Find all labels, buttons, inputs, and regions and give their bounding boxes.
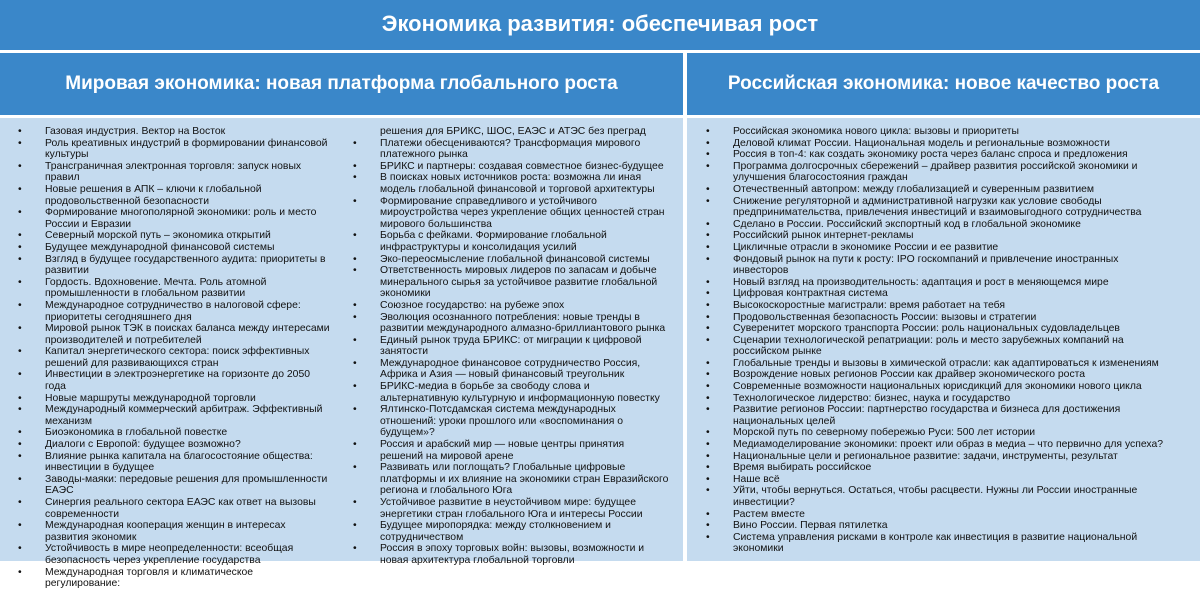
list-item-text: Новый взгляд на производительность: адаптация и рост в меняющемся мире <box>733 276 1109 288</box>
list-item-text: Отечественный автопром: между глобализацией и суверенным развитием <box>733 183 1095 195</box>
russian-economy-header: Российская экономика: новое качество роста <box>687 53 1200 115</box>
list-item <box>353 311 670 335</box>
list-item-text: Уйти, чтобы вернуться. Остаться, чтобы расцвести. Нужны ли России иностранные инвестиции? <box>733 485 1138 508</box>
list-item <box>706 439 1173 451</box>
list-item-text: Высокоскоростные магистрали: время работает на тебя <box>733 299 1005 311</box>
bullet-icon: • <box>353 137 357 149</box>
bullet-icon: • <box>18 473 22 485</box>
list-item-text: Программа долгосрочных сбережений – драйвер развития российской экономики и улучшения благосостояния граждан <box>733 160 1138 184</box>
list-item-text: Россия в топ-4: как создать экономику роста через баланс спроса и предложения <box>733 149 1128 161</box>
bullet-icon: • <box>706 241 710 253</box>
list-item <box>706 323 1173 335</box>
list-item-text: Современные возможности национальных юрисдикций для экономики нового цикла <box>733 381 1142 393</box>
list-item-text: Инвестиции в электроэнергетике на горизонте до 2050 года <box>45 369 311 393</box>
list-item <box>18 241 330 254</box>
list-item <box>353 520 670 543</box>
list-item <box>706 311 1173 324</box>
bullet-icon: • <box>706 392 710 404</box>
list-item-text: Ялтинско-Потсдамская система международных отношений: уроки прошлого или «воспоминания о будущем»? <box>380 404 624 439</box>
bullet-icon: • <box>706 253 710 265</box>
bullet-icon: • <box>18 520 22 532</box>
list-item-text: Устойчивость в мире неопределенности: всеобщая безопасность через укрепление государства <box>45 543 294 566</box>
bullet-icon: • <box>706 288 710 300</box>
list-item-text: Капитал энергетического сектора: поиск эффективных решений для развивающихся стран <box>45 346 310 369</box>
list-item-text: Вино России. Первая пятилетка <box>733 520 888 532</box>
list-item-text: Единый рынок труда БРИКС: от миграции к цифровой занятости <box>380 334 642 358</box>
list-item-text: Российский рынок интернет-рекламы <box>733 230 914 242</box>
bullet-icon: • <box>353 357 357 369</box>
list-item <box>18 404 330 427</box>
list-item <box>706 427 1173 439</box>
list-item-text: Международное сотрудничество в налоговой сфере: приоритеты сегодняшнего дня <box>45 299 301 323</box>
list-item-text: Биоэкономика в глобальной повестке <box>45 427 228 439</box>
bullet-icon: • <box>353 265 357 277</box>
list-item <box>706 299 1173 312</box>
list-item <box>18 230 330 242</box>
list-item <box>18 369 330 393</box>
bullet-icon: • <box>353 160 357 172</box>
world-economy-panel <box>0 118 683 590</box>
list-item-text: Формирование многополярной экономики: роль и место России и Евразии <box>45 207 317 230</box>
list-item <box>706 230 1173 242</box>
list-item <box>18 253 330 277</box>
bullet-icon: • <box>706 218 710 230</box>
list-item-text: Сценарии технологической репатриации: роль и место зарубежных компаний на российском рынке <box>733 334 1124 358</box>
list-item <box>706 508 1173 521</box>
bullet-icon: • <box>706 450 710 462</box>
list-item-text: Заводы-маяки: передовые решения для промышленности ЕАЭС <box>45 473 328 497</box>
list-item <box>706 241 1173 254</box>
list-item <box>353 172 670 195</box>
list-item <box>353 299 670 312</box>
list-item-text: Цикличные отрасли в экономике России и ее развитие <box>733 241 999 253</box>
list-item-text: Технологическое лидерство: бизнес, наука и государство <box>733 392 1011 404</box>
list-item-text: Гордость. Вдохновение. Мечта. Роль атомной промышленности в глобальном развитии <box>45 276 267 300</box>
bullet-icon: • <box>353 404 357 416</box>
bullet-icon: • <box>353 299 357 311</box>
list-item <box>18 543 330 566</box>
list-item <box>18 439 330 451</box>
list-item <box>706 450 1173 463</box>
list-item <box>706 473 1173 486</box>
bullet-icon: • <box>706 195 710 207</box>
list-item-text: Система управления рисками в контроле как инвестиция в развитие национальной экономики <box>733 531 1138 555</box>
list-item <box>18 497 330 520</box>
bullet-icon: • <box>706 404 710 416</box>
bullet-icon: • <box>18 392 22 404</box>
list-item-text: Время выбирать российское <box>733 462 872 474</box>
bullet-icon: • <box>706 531 710 543</box>
bullet-icon: • <box>18 160 22 172</box>
world-economy-list-col2 <box>353 126 670 567</box>
list-item-text: Союзное государство: на рубеже эпох <box>380 299 565 311</box>
bullet-icon: • <box>706 311 710 323</box>
list-item <box>353 137 670 161</box>
list-item <box>18 276 330 300</box>
bullet-icon: • <box>706 520 710 532</box>
list-item-text: Международный коммерческий арбитраж. Эффективный механизм <box>45 404 323 427</box>
bullet-icon: • <box>706 137 710 149</box>
list-item <box>18 299 330 323</box>
list-item-text: Сделано в России. Российский экспортный код в глобальной экономике <box>733 218 1081 230</box>
bullet-icon: • <box>18 497 22 508</box>
list-item <box>353 543 670 566</box>
bullet-icon: • <box>18 276 22 288</box>
list-item-text: Международное финансовое сотрудничество Россия, Африка и Азия — новый финансовый треугольник <box>380 357 641 381</box>
bullet-icon: • <box>18 427 22 439</box>
list-item-text: Устойчивое развитие в неустойчивом мире: будущее энергетики стран глобального Юга и интересы России <box>380 497 643 520</box>
bullet-icon: • <box>18 323 22 335</box>
list-item <box>18 137 330 161</box>
list-item-text: Северный морской путь – экономика открытий <box>45 230 271 242</box>
russian-economy-list <box>706 126 1173 555</box>
list-item-text: Растем вместе <box>733 508 805 520</box>
bullet-icon: • <box>706 427 710 439</box>
list-item <box>353 439 670 462</box>
list-item-text: Роль креативных индустрий в формировании финансовой культуры <box>45 137 328 161</box>
list-item <box>353 265 670 300</box>
bullet-icon: • <box>353 462 357 474</box>
list-item <box>353 195 670 231</box>
bullet-icon: • <box>353 172 357 184</box>
list-item-text: Деловой климат России. Национальная модель и региональные возможности <box>733 137 1110 149</box>
list-item-text: Международная кооперация женщин в интересах развития экономик <box>45 520 286 543</box>
list-item <box>706 218 1173 231</box>
bullet-icon: • <box>706 357 710 369</box>
bullet-icon: • <box>353 520 357 532</box>
list-item-text: Международная торговля и климатическое регулирование: <box>45 566 254 590</box>
list-item-text: Суверенитет морского транспорта России: роль национальных судовладельцев <box>733 323 1120 335</box>
bullet-icon: • <box>18 299 22 311</box>
list-item-text: Новые решения в АПК – ключи к глобальной продовольственной безопасности <box>45 183 262 207</box>
list-item-text: БРИКС и партнеры: создавая совместное бизнес-будущее <box>380 160 664 172</box>
list-item <box>706 357 1173 370</box>
list-item <box>353 357 670 381</box>
list-item-text: Диалоги с Европой: будущее возможно? <box>45 439 241 451</box>
bullet-icon: • <box>706 323 710 335</box>
list-item <box>18 126 330 138</box>
list-item <box>353 160 670 173</box>
bullet-icon: • <box>18 450 22 462</box>
bullet-icon: • <box>706 473 710 485</box>
list-item <box>353 253 670 266</box>
list-item <box>706 137 1173 150</box>
list-item-text: Продовольственная безопасность России: вызовы и стратегии <box>733 311 1037 323</box>
bullet-icon: • <box>706 439 710 451</box>
list-item <box>353 334 670 358</box>
list-item-text: Формирование справедливого и устойчивого мироустройства через укрепление общих ценностей стран мирового большинства <box>380 195 665 230</box>
bullet-icon: • <box>18 543 22 555</box>
list-item-text: Газовая индустрия. Вектор на Восток <box>45 126 226 137</box>
list-item <box>706 160 1173 184</box>
list-item-text: Трансграничная электронная торговля: запуск новых правил <box>45 160 302 184</box>
list-item-text: Будущее международной финансовой системы <box>45 241 275 253</box>
bullet-icon: • <box>18 137 22 149</box>
list-item <box>706 520 1173 532</box>
list-item-text: Морской путь по северному побережью Руси: 500 лет истории <box>733 427 1036 439</box>
list-item-text: Взгляд в будущее государственного аудита: приоритеты в развитии <box>45 253 326 277</box>
bullet-icon: • <box>18 183 22 195</box>
list-item <box>18 346 330 369</box>
list-item <box>706 392 1173 405</box>
bullet-icon: • <box>18 230 22 242</box>
list-item <box>18 427 330 439</box>
list-item <box>706 183 1173 196</box>
list-item <box>706 334 1173 358</box>
list-item <box>706 126 1173 138</box>
list-item-text: Российская экономика нового цикла: вызовы и приоритеты <box>733 126 1019 137</box>
world-economy-header: Мировая экономика: новая платформа глобального роста <box>0 53 683 115</box>
list-item <box>18 566 330 590</box>
list-item-text: Будущее миропорядка: между столкновением и сотрудничеством <box>380 520 611 543</box>
list-item <box>18 160 330 184</box>
list-item <box>706 288 1173 300</box>
list-item <box>353 381 670 404</box>
bullet-icon: • <box>18 404 22 416</box>
bullet-icon: • <box>706 230 710 242</box>
bullet-icon: • <box>18 346 22 358</box>
bullet-icon: • <box>706 149 710 161</box>
bullet-icon: • <box>706 299 710 311</box>
list-item-text: Синергия реального сектора ЕАЭС как ответ на вызовы современности <box>45 497 316 520</box>
list-item-text: Ответственность мировых лидеров по запасам и добыче минерального сырья за устойчивое развитие глобальной экономики <box>380 265 658 300</box>
list-item <box>18 520 330 543</box>
list-item-text: Борьба с фейками. Формирование глобальной инфраструктуры и консолидация усилий <box>380 230 607 253</box>
list-item <box>706 253 1173 277</box>
list-item-text: Возрождение новых регионов России как драйвер экономического роста <box>733 369 1086 381</box>
list-item <box>18 473 330 497</box>
bullet-icon: • <box>353 543 357 555</box>
list-item-text: Мировой рынок ТЭК в поисках баланса между интересами производителей и потребителей <box>45 323 330 346</box>
list-item <box>18 450 330 474</box>
bullet-icon: • <box>706 369 710 381</box>
list-item <box>706 381 1173 393</box>
bullet-icon: • <box>18 566 22 578</box>
bullet-icon: • <box>353 253 357 265</box>
list-item <box>353 404 670 439</box>
bullet-icon: • <box>353 497 357 508</box>
list-item <box>706 531 1173 555</box>
list-item <box>353 497 670 520</box>
bullet-icon: • <box>353 311 357 323</box>
bullet-icon: • <box>18 439 22 451</box>
bullet-icon: • <box>706 160 710 172</box>
list-item <box>353 230 670 253</box>
bullet-icon: • <box>18 253 22 265</box>
list-item <box>18 183 330 207</box>
bullet-icon: • <box>706 276 710 288</box>
list-item <box>706 462 1173 474</box>
list-item-text: Медиамоделирование экономики: проект или образ в медиа – что первично для успеха? <box>733 439 1164 451</box>
page-title: Экономика развития: обеспечивая рост <box>0 0 1200 50</box>
bullet-icon: • <box>706 381 710 393</box>
bullet-icon: • <box>353 334 357 346</box>
list-item <box>706 149 1173 161</box>
list-item <box>706 195 1173 219</box>
bullet-icon: • <box>353 230 357 242</box>
world-economy-list-col1 <box>18 126 330 590</box>
bullet-icon: • <box>706 462 710 474</box>
list-item-text: Влияние рынка капитала на благосостояние общества: инвестиции в будущее <box>45 450 313 474</box>
bullet-icon: • <box>353 195 357 207</box>
list-item-continuation: решения для БРИКС, ШОС, ЕАЭС и АТЭС без преград <box>380 126 646 137</box>
list-item-text: Россия в эпоху торговых войн: вызовы, возможности и новая архитектура глобальной торговли <box>380 543 645 566</box>
list-item-text: БРИКС-медиа в борьбе за свободу слова и альтернативную культурную и информационную повестку <box>380 381 660 404</box>
list-item <box>706 369 1173 381</box>
bullet-icon: • <box>706 183 710 195</box>
list-item-text: В поисках новых источников роста: возможна ли иная модель глобальной финансовой и торговой архитектуры <box>380 172 655 195</box>
list-item-text: Национальные цели и региональное развитие: задачи, инструменты, результат <box>733 450 1118 462</box>
list-item-text: Новые маршруты международной торговли <box>45 392 256 404</box>
list-item <box>18 207 330 230</box>
list-item-text: Развивать или поглощать? Глобальные цифровые платформы и их влияние на экономики стран Евразийского региона и глобального Юга <box>380 462 669 497</box>
bullet-icon: • <box>706 485 710 497</box>
bullet-icon: • <box>353 381 357 393</box>
list-item-text: Россия и арабский мир — новые центры принятия решений на мировой арене <box>380 439 625 462</box>
list-item <box>18 392 330 405</box>
list-item-text: Платежи обесцениваются? Трансформация мирового платежного рынка <box>380 137 641 161</box>
list-item <box>706 276 1173 289</box>
list-item <box>18 323 330 346</box>
list-item <box>353 462 670 497</box>
list-item-text: Наше всё <box>733 473 780 485</box>
list-item-text: Снижение регуляторной и административной нагрузки как условие свободы предпринимательства, привлечения инвестиций и взаимовыгодного сотрудничества <box>733 195 1142 219</box>
list-item-text: Глобальные тренды и вызовы в химической отрасли: как адаптироваться к изменениям <box>733 357 1159 369</box>
list-item-text: Фондовый рынок на пути к росту: IPO госкомпаний и привлечение иностранных инвесторов <box>733 253 1119 277</box>
bullet-icon: • <box>18 369 22 381</box>
list-item-text: Развитие регионов России: партнерство государства и бизнеса для достижения национальных целей <box>733 404 1121 427</box>
bullet-icon: • <box>18 207 22 219</box>
bullet-icon: • <box>706 508 710 520</box>
list-item <box>706 404 1173 427</box>
list-item-text: Эко-переосмысление глобальной финансовой системы <box>380 253 650 265</box>
list-item-text: Эволюция осознанного потребления: новые тренды в развитии международного алмазно-бриллиантового рынка <box>380 311 666 335</box>
list-item <box>706 485 1173 508</box>
bullet-icon: • <box>706 126 710 137</box>
russian-economy-panel <box>687 118 1200 561</box>
bullet-icon: • <box>353 439 357 451</box>
bullet-icon: • <box>18 126 22 137</box>
bullet-icon: • <box>706 334 710 346</box>
bullet-icon: • <box>18 241 22 253</box>
list-item-text: Цифровая контрактная система <box>733 288 888 300</box>
